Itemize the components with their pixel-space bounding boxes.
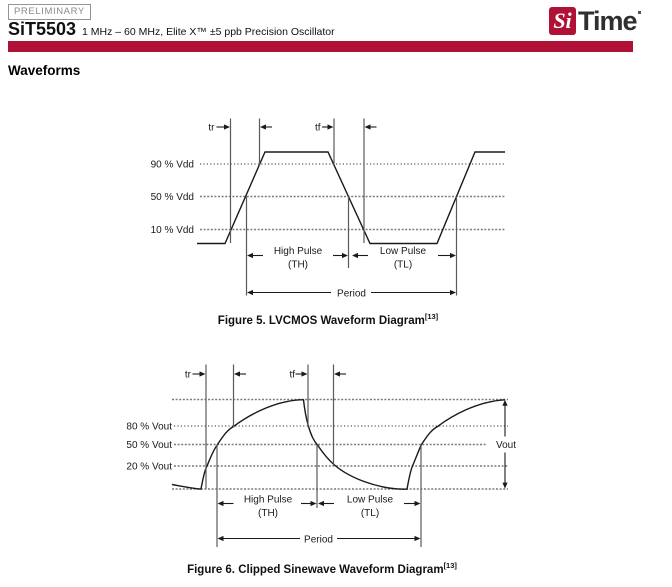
fig5-tf-mirror-arrowhead bbox=[365, 124, 371, 129]
fig5-tf-arrowhead bbox=[328, 124, 334, 129]
part-number: SiT5503 bbox=[8, 19, 77, 39]
fig6-period-right-arrowhead bbox=[415, 536, 421, 541]
fig6-vout-up-arrowhead bbox=[502, 400, 507, 406]
section-title: Waveforms bbox=[8, 63, 81, 78]
figure5-caption-text: Figure 5. LVCMOS Waveform Diagram bbox=[217, 314, 425, 327]
fig5-high-pulse-left-arrowhead bbox=[247, 253, 253, 258]
fig6-vout-label: Vout bbox=[495, 440, 517, 451]
figure5-caption bbox=[0, 312, 656, 327]
header-accent-bar bbox=[8, 41, 633, 52]
logo-trademark-dot bbox=[638, 11, 641, 14]
figure6-caption-text: Figure 6. Clipped Sinewave Waveform Diagram bbox=[187, 563, 444, 576]
logo-si-mark: Si bbox=[549, 7, 576, 35]
fig5-low-pulse-left-arrowhead bbox=[352, 253, 358, 258]
figure6-caption bbox=[0, 561, 644, 576]
preliminary-badge: PRELIMINARY bbox=[8, 4, 91, 20]
fig5-period-right-arrowhead bbox=[450, 290, 456, 295]
fig5-tr-arrowhead bbox=[224, 124, 230, 129]
fig6-period-left-arrowhead bbox=[218, 536, 224, 541]
figure6-diagram bbox=[0, 360, 672, 550]
figure5-diagram bbox=[0, 100, 672, 300]
fig5-low-pulse-sub-label: (TL) bbox=[393, 259, 413, 271]
fig6-tf-mirror-arrowhead bbox=[334, 371, 340, 376]
fig5-low-pulse-label: Low Pulse bbox=[379, 246, 427, 257]
fig5-low-pulse-right-arrowhead bbox=[450, 253, 456, 258]
fig6-tr-mirror-arrowhead bbox=[234, 371, 240, 376]
fig6-20pct-label: 20 % Vout bbox=[126, 461, 172, 473]
figure6-footnote-ref: [13] bbox=[443, 561, 457, 570]
fig5-tr-label: tr bbox=[208, 122, 215, 134]
fig6-high-pulse-left-arrowhead bbox=[218, 501, 224, 506]
fig6-period-label: Period bbox=[304, 534, 333, 546]
fig5-tf-label: tf bbox=[314, 122, 321, 134]
fig6-low-pulse-sub-label: (TL) bbox=[360, 508, 380, 519]
fig6-low-pulse-label: Low Pulse bbox=[346, 494, 394, 506]
fig5-10pct-label: 10 % Vdd bbox=[150, 225, 194, 236]
fig5-period-label: Period bbox=[337, 288, 366, 300]
fig6-80pct-label: 80 % Vout bbox=[126, 421, 172, 433]
sitime-logo bbox=[549, 7, 641, 35]
fig6-tf-arrowhead bbox=[302, 371, 308, 376]
figure5-footnote-ref: [13] bbox=[424, 312, 439, 321]
fig5-high-pulse-right-arrowhead bbox=[342, 253, 348, 258]
fig6-high-pulse-label: High Pulse bbox=[243, 494, 293, 506]
fig6-tr-label: tr bbox=[184, 369, 191, 381]
title-row bbox=[8, 19, 335, 40]
fig5-high-pulse-sub-label: (TH) bbox=[288, 259, 308, 271]
fig5-high-pulse-label: High Pulse bbox=[273, 246, 323, 257]
fig5-period-left-arrowhead bbox=[247, 290, 253, 295]
fig5-50pct-label: 50 % Vdd bbox=[150, 192, 194, 203]
fig5-90pct-label: 90 % Vdd bbox=[150, 159, 194, 171]
fig6-low-pulse-right-arrowhead bbox=[415, 501, 421, 506]
fig6-tr-arrowhead bbox=[200, 371, 206, 376]
fig6-high-pulse-right-arrowhead bbox=[311, 501, 317, 506]
part-subtitle: 1 MHz – 60 MHz, Elite X™ ±5 ppb Precision Oscillator bbox=[82, 26, 335, 38]
fig6-low-pulse-left-arrowhead bbox=[318, 501, 324, 506]
fig6-high-pulse-sub-label: (TH) bbox=[258, 508, 278, 519]
fig6-vout-down-arrowhead bbox=[502, 483, 507, 489]
fig6-tf-label: tf bbox=[289, 369, 295, 381]
fig6-50pct-label: 50 % Vout bbox=[126, 440, 172, 451]
logo-time-text: Time bbox=[578, 6, 637, 36]
fig5-tr-mirror-arrowhead bbox=[260, 124, 266, 129]
